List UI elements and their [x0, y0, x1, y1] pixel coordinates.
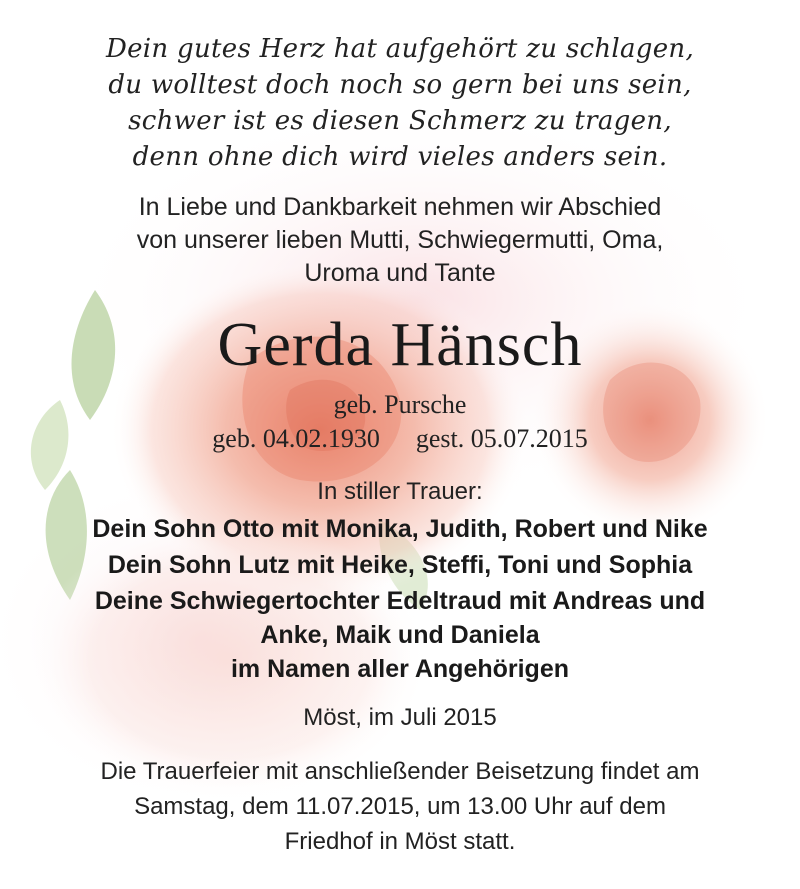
maiden-name: geb. Pursche — [333, 390, 467, 419]
service-line: Die Trauerfeier mit anschließender Beisetzung findet am — [100, 758, 700, 785]
mourner-line: Deine Schwiegertochter Edeltraud mit Andreas und — [94, 587, 706, 615]
poem-line: denn ohne dich wird vieles anders sein. — [132, 142, 668, 172]
mourners-heading: In stiller Trauer: — [317, 478, 483, 505]
intro-line: Uroma und Tante — [304, 259, 496, 287]
poem-line: du wolltest doch noch so gern bei uns sein, — [108, 70, 692, 100]
life-dates — [0, 424, 800, 454]
service-line: Friedhof in Möst statt. — [284, 828, 516, 855]
intro-line: von unserer lieben Mutti, Schwiegermutti, Oma, — [136, 226, 664, 254]
deceased-name: Gerda Hänsch — [217, 311, 583, 379]
service-line: Samstag, dem 11.07.2015, um 13.00 Uhr auf dem — [134, 793, 666, 820]
mourner-line: im Namen aller Angehörigen — [230, 655, 570, 683]
mourner-line: Anke, Maik und Daniela — [260, 621, 540, 649]
mourner-line: Dein Sohn Lutz mit Heike, Steffi, Toni und Sophia — [107, 551, 693, 579]
poem-line: schwer ist es diesen Schmerz zu tragen, — [128, 106, 672, 136]
poem-line: Dein gutes Herz hat aufgehört zu schlagen, — [105, 34, 695, 64]
intro-line: In Liebe und Dankbarkeit nehmen wir Abschied — [138, 193, 662, 221]
mourner-line: Dein Sohn Otto mit Monika, Judith, Robert und Nike — [92, 515, 708, 543]
death-date: gest. 05.07.2015 — [415, 424, 588, 453]
place-date: Möst, im Juli 2015 — [303, 704, 497, 731]
birth-date: geb. 04.02.1930 — [212, 424, 380, 453]
